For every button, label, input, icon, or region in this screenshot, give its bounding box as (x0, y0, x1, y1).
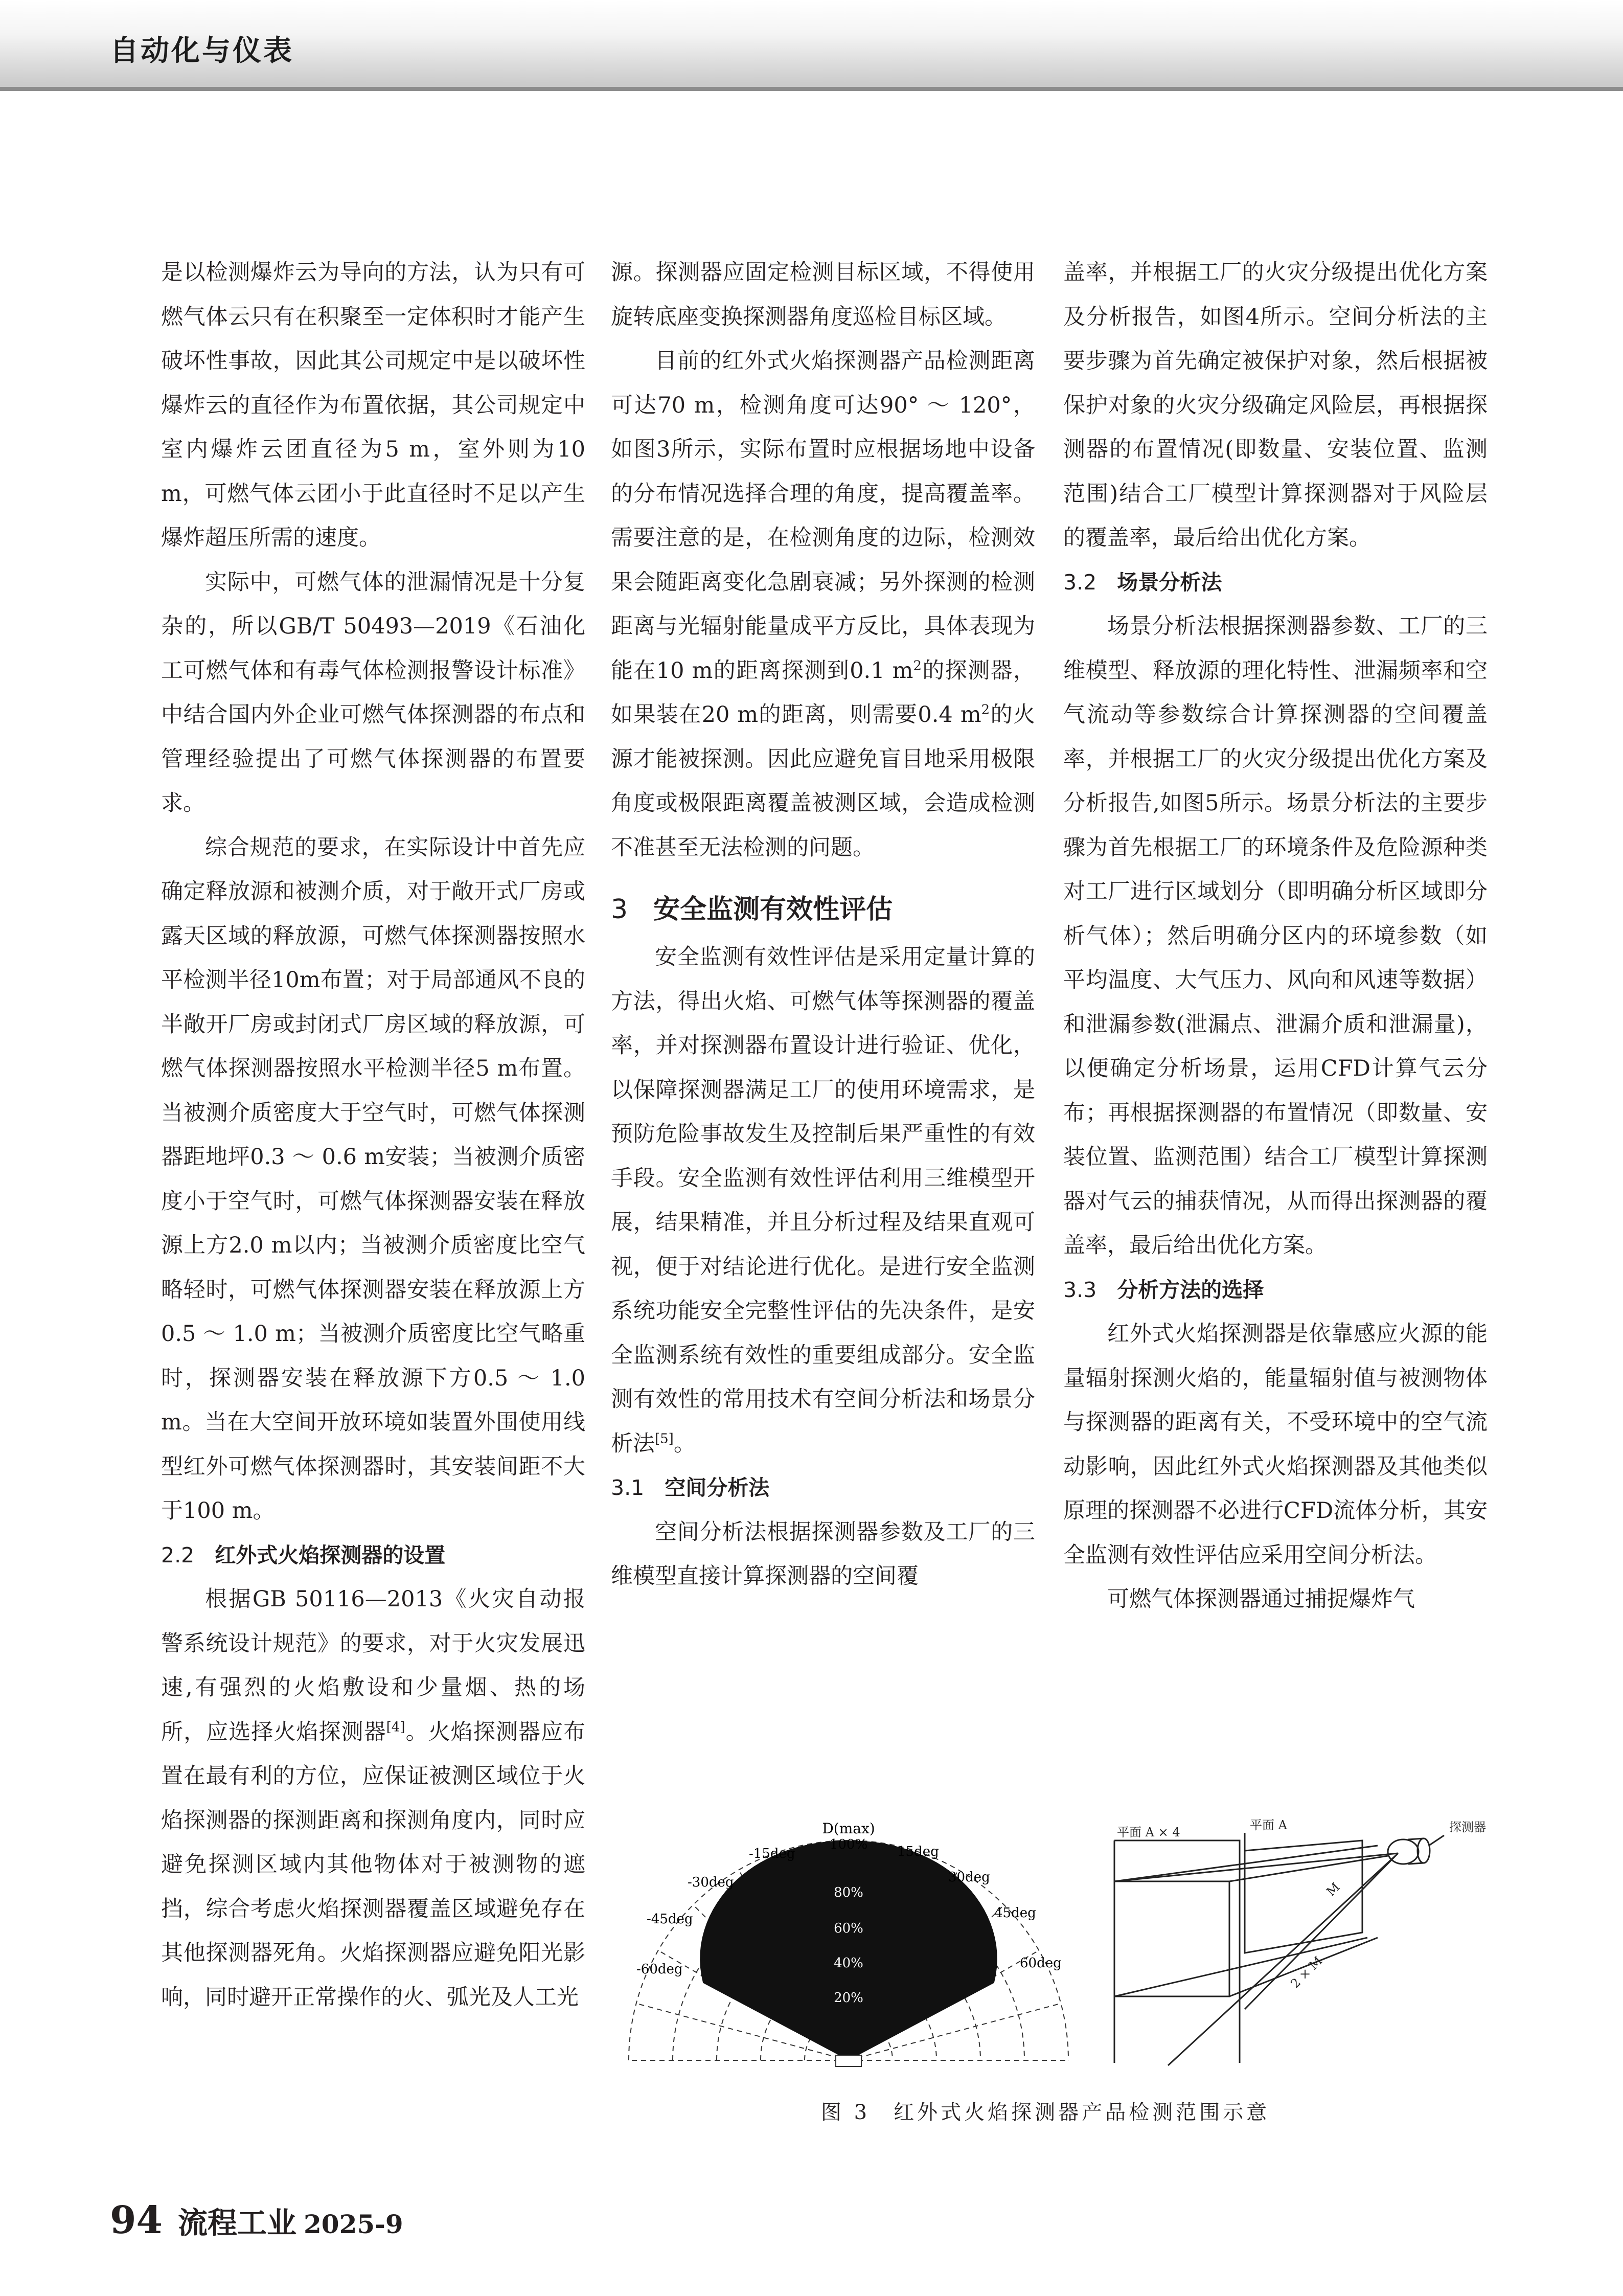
column-1 (161, 251, 585, 2019)
heading-number: 3 (611, 894, 628, 925)
text-run: 目前的红外式火焰探测器产品检测距离可达70 m，检测角度可达90° ～ 120°，如图3所示，实际布置时应根据场地中设备的分布情况选择合理的角度，提高覆盖率。需要注意的是，在检测角度的边际，检测效果会随距离变化急剧衰减；另外探测的检测距离与光辐射能量成平方反比，具体表现为能在10 m的距离探测到0.1 m (611, 348, 1035, 684)
page-footer (110, 2198, 403, 2242)
detector-label: 探测器 (1449, 1820, 1486, 1834)
polar-detection-diagram (629, 1820, 1068, 2066)
text-run: 根据GB 50116—2013《火灾自动报警系统设计规范》的要求，对于火灾发展迅速,有强烈的火焰敷设和少量烟、热的场所，应选择火焰探测器 (161, 1586, 585, 1745)
angle-label: 15deg (897, 1844, 939, 1859)
text-run: 的火源才能被探测。因此应避免盲目地采用极限角度或极限距离覆盖被测区域，会造成检测不准甚至无法检测的问题。 (611, 702, 1035, 860)
pct-top-label: 100% (829, 1837, 868, 1852)
issue-number: 2025-9 (304, 2209, 403, 2239)
paragraph: 综合规范的要求，在实际设计中首先应确定释放源和被测介质，对于敞开式厂房或露天区域的释放源，可燃气体探测器按照水平检测半径10m布置；对于局部通风不良的半敞开厂房或封闭式厂房区域的释放源，可燃气体探测器按照水平检测半径5 m布置。当被测介质密度大于空气时，可燃气体探测器距地坪0.3 ～ 0.6 m安装；当被测介质密度小于空气时，可燃气体探测器安装在释放源上方2.0 m以内；当被测介质密度比空气略轻时，可燃气体探测器安装在释放源上方0.5 ～ 1.0 m；当被测介质密度比空气略重时，探测器安装在释放源下方0.5 ～ 1.0 m。当在大空间开放环境如装置外围使用线型红外可燃气体探测器时，其安装间距不大于100 m。 (161, 834, 585, 1524)
paragraph: 可燃气体探测器通过捕捉爆炸气 (1107, 1586, 1415, 1612)
subsection-heading-3-2 (1063, 560, 1488, 605)
pct-label-80: 80% (834, 1885, 863, 1900)
heading-title: 红外式火焰探测器的设置 (215, 1542, 446, 1567)
angle-label: -45deg (647, 1912, 693, 1927)
subsection-heading-2-2 (161, 1533, 585, 1578)
m2-label: 2 × M (1288, 1953, 1325, 1991)
section-heading-3 (611, 884, 1035, 935)
text-run: 的探测器，如果装在20 m的距离，则需要0.4 m (611, 657, 1036, 728)
text-run: 安全监测有效性评估是采用定量计算的方法，得出火焰、可燃气体等探测器的覆盖率，并对探测器布置设计进行验证、优化，以保障探测器满足工厂的使用环境需求，是预防危险事故发生及控制后果严重性的有效手段。安全监测有效性评估利用三维模型开展，结果精准，并且分析过程及结果直观可视，便于对结论进行优化。是进行安全监测系统功能安全完整性评估的先决条件，是安全监测系统有效性的重要组成部分。安全监测有效性的常用技术有空间分析法和场景分析法 (611, 944, 1035, 1457)
figure-3 (611, 1805, 1488, 2081)
m-label: M (1323, 1880, 1343, 1899)
heading-title: 安全监测有效性评估 (653, 894, 893, 925)
plane-a-label: 平面 A (1250, 1818, 1287, 1832)
column-3 (1063, 251, 1488, 1622)
paragraph: 红外式火焰探测器是依靠感应火源的能量辐射探测火焰的，能量辐射值与被测物体与探测器的距离有关，不受环境中的空气流动影响，因此红外式火焰探测器及其他类似原理的探测器不必进行CFD流体分析，其安全监测有效性评估应采用空间分析法。 (1063, 1321, 1488, 1568)
paragraph: 源。探测器应固定检测目标区域，不得使用旋转底座变换探测器角度巡检目标区域。 (611, 260, 1035, 330)
figure-caption: 图 3 红外式火焰探测器产品检测范围示意 (820, 2101, 1270, 2124)
heading-number: 3.1 (611, 1475, 645, 1500)
header-bar (0, 0, 1623, 91)
dmax-label: D(max) (822, 1820, 875, 1837)
plane-a4-label: 平面 A × 4 (1117, 1825, 1180, 1839)
angle-label: -15deg (749, 1846, 795, 1861)
section-title: 自动化与仪表 (110, 34, 294, 67)
heading-number: 2.2 (161, 1542, 195, 1567)
angle-label: 60deg (1020, 1956, 1062, 1971)
pct-label-20: 20% (834, 1990, 863, 2006)
superscript: 2 (913, 658, 922, 674)
detection-cone-diagram (1114, 1833, 1444, 2065)
paragraph: 场景分析法根据探测器参数、工厂的三维模型、释放源的理化特性、泄漏频率和空气流动等参数综合计算探测器的空间覆盖率，并根据工厂的火灾分级提出优化方案及分析报告,如图5所示。场景分析法的主要步骤为首先根据工厂的环境条件及危险源种类对工厂进行区域划分（即明确分析区域即分析气体）；然后明确分区内的环境参数（如平均温度、大气压力、风向和风速等数据）和泄漏参数(泄漏点、泄漏介质和泄漏量)，以便确定分析场景，运用CFD计算气云分布；再根据探测器的布置情况（即数量、安装位置、监测范围）结合工厂模型计算探测器对气云的捕获情况，从而得出探测器的覆盖率，最后给出优化方案。 (1063, 613, 1488, 1258)
detector-base (836, 2055, 861, 2066)
figure-3-graphic (611, 1805, 1488, 2081)
text-run: 。 (673, 1430, 696, 1457)
paragraph (611, 935, 1035, 1466)
angle-label: -30deg (688, 1875, 734, 1890)
angle-label: 45deg (994, 1905, 1036, 1921)
subsection-heading-3-3 (1063, 1268, 1488, 1312)
detector-icon (1388, 1839, 1419, 1864)
pct-label-60: 60% (834, 1921, 863, 1936)
heading-title: 场景分析法 (1117, 570, 1222, 595)
paragraph (161, 1577, 585, 2019)
journal-name: 流程工业 (177, 2206, 296, 2240)
pct-label-40: 40% (834, 1956, 863, 1971)
text-run: 。火焰探测器应布置在最有利的方位，应保证被测区域位于火焰探测器的探测距离和探测角度内，同时应避免探测区域内其他物体对于被测物的遮挡，综合考虑火焰探测器覆盖区域避免存在其他探测器死角。火焰探测器应避免阳光影响，同时避开正常操作的火、弧光及人工光 (161, 1719, 586, 2010)
paragraph: 空间分析法根据探测器参数及工厂的三维模型直接计算探测器的空间覆 (611, 1519, 1035, 1589)
citation: [4] (386, 1719, 405, 1735)
page-number: 94 (110, 2198, 163, 2242)
heading-title: 空间分析法 (665, 1475, 770, 1500)
heading-number: 3.2 (1063, 570, 1097, 595)
paragraph (611, 339, 1035, 870)
angle-label: -60deg (636, 1962, 683, 1977)
heading-title: 分析方法的选择 (1117, 1277, 1264, 1302)
angle-label: 30deg (948, 1870, 990, 1885)
paragraph: 是以检测爆炸云为导向的方法，认为只有可燃气体云只有在积聚至一定体积时才能产生破坏性事故，因此其公司规定中是以破坏性爆炸云的直径作为布置依据，其公司规定中室内爆炸云团直径为5 m，室外则为10 m，可燃气体云团小于此直径时不足以产生爆炸超压所需的速度。 (161, 260, 585, 551)
citation: [5] (655, 1431, 674, 1447)
subsection-heading-3-1 (611, 1466, 1035, 1510)
heading-number: 3.3 (1063, 1277, 1097, 1302)
paragraph: 盖率，并根据工厂的火灾分级提出优化方案及分析报告，如图4所示。空间分析法的主要步骤为首先确定被保护对象，然后根据被保护对象的火灾分级确定风险层，再根据探测器的布置情况(即数量、安装位置、监测范围)结合工厂模型计算探测器对于风险层的覆盖率，最后给出优化方案。 (1063, 260, 1488, 551)
column-2 (611, 251, 1035, 1599)
paragraph: 实际中，可燃气体的泄漏情况是十分复杂的，所以GB/T 50493—2019《石油化工可燃气体和有毒气体检测报警设计标准》中结合国内外企业可燃气体探测器的布点和管理经验提出了可燃气体探测器的布置要求。 (161, 569, 585, 816)
superscript: 2 (981, 702, 990, 718)
